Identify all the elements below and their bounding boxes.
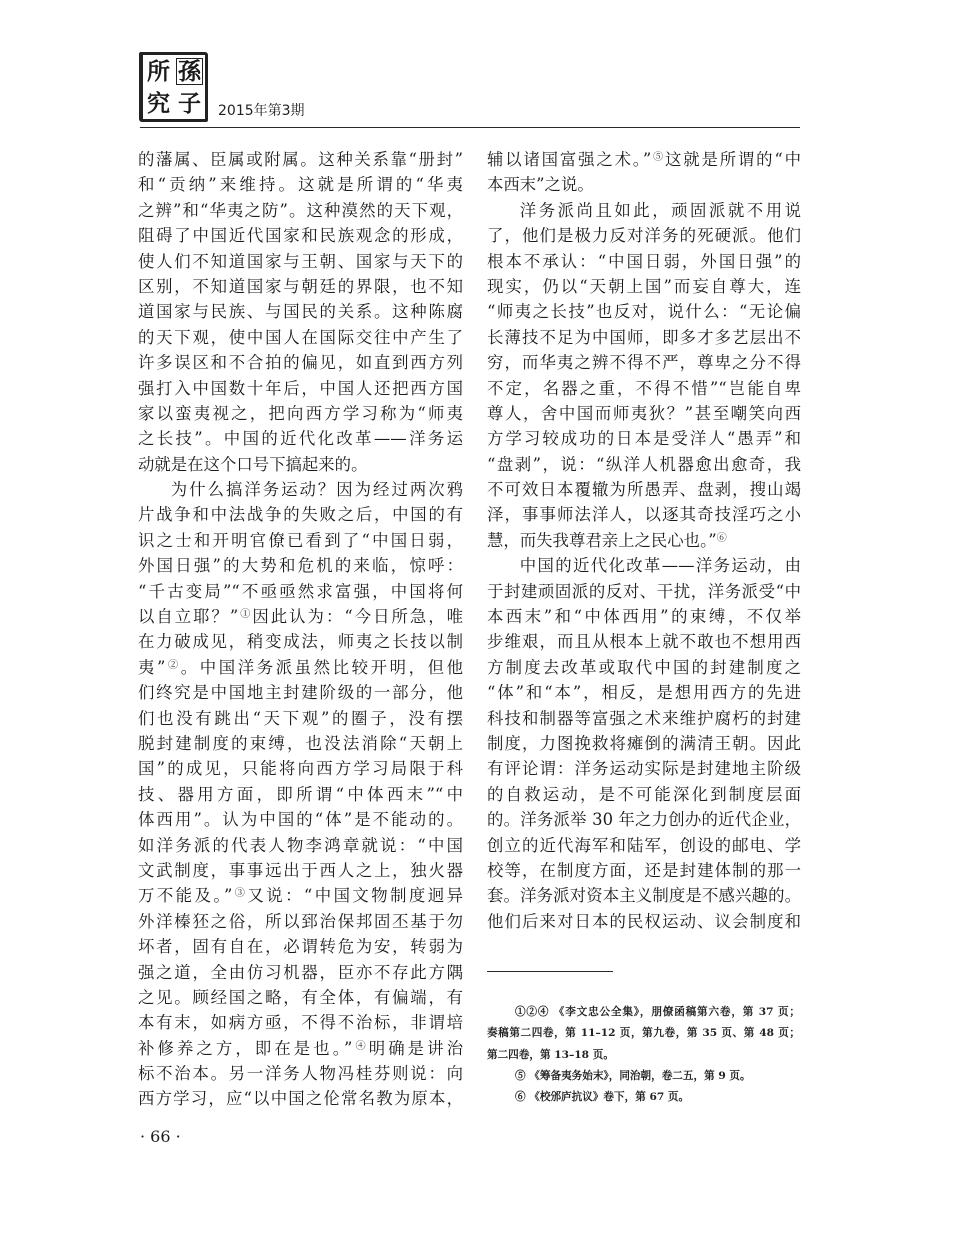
logo-char: 子 — [178, 89, 201, 117]
text-line: “千古变局”“不亟亟然求富强，中国将何 — [138, 581, 463, 601]
text-line: 动就是在这个口号下搞起来的。 — [138, 454, 368, 474]
text-line: 坏者，固有自在，必谓转危为安，转弱为 — [138, 937, 463, 957]
text-line: 中国的近代化改革——洋务运动，由 — [519, 556, 801, 576]
text-line: 洋务派尚且如此，顽固派就不用说 — [519, 200, 801, 220]
text-line: 制度，力图挽救将瘫倒的满清王朝。因此 — [487, 733, 801, 753]
text-line: 西方学习，应“以中国之伦常名教为原本， — [138, 1089, 463, 1109]
footnote-line: 第二四卷，第 13–18 页。 — [487, 1048, 614, 1061]
text-line: 片战争和中法战争的失败之后，中国的有 — [138, 505, 463, 525]
text-line: 步维艰，而且从根本上就不敢也不想用西 — [487, 632, 801, 652]
text-line: “盘剥”，说：“纵洋人机器愈出愈奇，我 — [487, 454, 801, 474]
footnote-line: ⑥ 《校邠庐抗议》卷下，第 67 页。 — [515, 1091, 690, 1104]
text-line: 科技和制器等富强之术来维护腐朽的封建 — [487, 708, 801, 728]
logo-char: 究 — [147, 89, 170, 117]
text-line: 家以蛮夷视之，把向西方学习称为“师夷 — [138, 403, 463, 423]
text-line: 方制度去改革或取代中国的封建制度之 — [487, 657, 801, 677]
text-line: 许多误区和不合拍的偏见，如直到西方列 — [138, 353, 463, 373]
text-line: 辅以诸国富强之术。”⑤这就是所谓的“中 — [487, 150, 801, 169]
text-line: 不定，名器之重，不得不惜”“岂能自卑 — [487, 378, 801, 398]
text-line: 补修养之方，即在是也。”④明确是讲治 — [138, 1038, 463, 1058]
text-line: 技、器用方面，即所谓“中体西末”“中 — [138, 784, 463, 804]
text-line: 强之道，全由仿习机器，臣亦不存此方隅 — [138, 962, 463, 982]
text-line: 校等，在制度方面，还是封建体制的那一 — [487, 860, 801, 880]
text-line: 万不能及。”③又说：“中国文物制度迥异 — [138, 886, 463, 906]
text-line: 在力破成见，稍变成法，师夷之长技以制 — [138, 632, 463, 652]
text-line: 们终究是中国地主封建阶级的一部分，他 — [138, 683, 463, 703]
text-line: 道国家与民族、与国民的关系。这种陈腐 — [138, 302, 463, 322]
text-line: 方学习较成功的日本是受洋人“愚弄”和 — [487, 429, 801, 449]
text-line: 本西末”和“中体西用”的束缚，不仅举 — [487, 607, 801, 627]
text-line: 脱封建制度的束缚，也没法消除“天朝上 — [138, 733, 463, 753]
text-line: 的。洋务派举 30 年之力创办的近代企业， — [487, 810, 801, 830]
footnote-line: ①②④ 《李文忠公全集》，朋僚函稿第六卷，第 37 页； — [515, 1006, 800, 1018]
text-line: 本西末”之说。 — [487, 175, 594, 195]
text-line: 们也没有跳出“天下观”的圈子，没有摆 — [138, 708, 463, 728]
left-column — [138, 147, 463, 1112]
text-line: 识之士和开明官僚已看到了“中国日弱， — [138, 530, 463, 550]
text-line: 他们后来对日本的民权运动、议会制度和 — [487, 911, 801, 931]
text-line: 如洋务派的代表人物李鸿章就说：“中国 — [138, 835, 463, 855]
text-line: 和“贡纳”来维持。这就是所谓的“华夷 — [138, 175, 463, 195]
issue-label: 2015年第3期 — [218, 103, 305, 119]
text-line: 国”的成见，只能将向西方学习局限于科 — [138, 759, 463, 779]
journal-logo — [139, 52, 208, 122]
footnote-marker: ③ — [232, 888, 248, 900]
text-line: 根本不承认：“中国日弱，外国日强”的 — [487, 251, 801, 271]
text-line: 穷，而华夷之辨不得不严，尊卑之分不得 — [487, 353, 801, 373]
text-line: 外洋榛狉之俗，所以郅治保邦固丕基于勿 — [138, 911, 463, 931]
text-line: 慧，而失我尊君亲上之民心也。”⑥ — [487, 530, 727, 550]
footnote-marker: ④ — [352, 1040, 369, 1052]
text-line: 的自救运动，是不可能深化到制度层面 — [487, 784, 801, 804]
text-line: 使人们不知道国家与王朝、国家与天下的 — [138, 251, 463, 271]
text-line: 现实，仍以“天朝上国”而妄自尊大，连 — [487, 276, 801, 296]
page-number: · 66 · — [140, 1127, 181, 1146]
footnote-marker: ① — [238, 608, 253, 620]
text-line: 强打入中国数十年后，中国人还把西方国 — [138, 378, 463, 398]
text-line: 长薄技不足为中国师，即多才多艺层出不 — [487, 327, 801, 347]
text-line: 之长技”。中国的近代化改革——洋务运 — [138, 429, 463, 449]
text-line: 套。洋务派对资本主义制度是不感兴趣的。 — [487, 886, 801, 906]
text-line: 夷”②。中国洋务派虽然比较开明，但他 — [138, 657, 463, 677]
text-line: 以自立耶？”①因此认为：“今日所急，唯 — [138, 607, 463, 627]
text-line: 区别，不知道国家与朝廷的界限，也不知 — [138, 276, 463, 296]
footnote-line: ⑤ 《筹备夷务始末》，同治朝，卷二五，第 9 页。 — [515, 1069, 751, 1082]
text-line: 之见。顾经国之略，有全体，有偏端，有 — [138, 987, 463, 1007]
text-line: 创立的近代海军和陆军，创设的邮电、学 — [487, 835, 801, 855]
text-line: 的天下观，使中国人在国际交往中产生了 — [138, 327, 463, 347]
text-line: 的藩属、臣属或附属。这种关系靠“册封” — [138, 150, 463, 169]
text-line: 外国日强”的大势和危机的来临，惊呼： — [138, 556, 463, 576]
text-line: “体”和“本”，相反，是想用西方的先进 — [487, 683, 801, 703]
text-line: 尊人，舍中国而师夷狄？”甚至嘲笑向西 — [487, 403, 801, 423]
footnotes — [487, 1002, 800, 1108]
text-line: 文武制度，事事远出于西人之上，独火器 — [138, 860, 463, 880]
text-line: 不可效日本覆辙为所愚弄、盘剥，搜山竭 — [487, 480, 801, 500]
header-rule — [140, 127, 800, 128]
text-line: 体西用”。认为中国的“体”是不能动的。 — [138, 810, 463, 830]
text-line: 阻碍了中国近代国家和民族观念的形成， — [138, 226, 463, 246]
text-line: 了，他们是极力反对洋务的死硬派。他们 — [487, 226, 801, 246]
text-line: 泽，事事师法洋人，以逐其奇技淫巧之小 — [487, 505, 801, 525]
text-line: 有评论谓：洋务运动实际是封建地主阶级 — [487, 759, 801, 779]
footnote-marker: ⑥ — [716, 532, 727, 544]
text-line: “师夷之长技”也反对，说什么：“无论偏 — [487, 302, 801, 322]
footnote-marker: ② — [165, 659, 181, 671]
text-line: 之辨”和“华夷之防”。这种漠然的天下观， — [138, 200, 463, 220]
logo-char: 所 — [147, 57, 170, 85]
text-line: 于封建顽固派的反对、干扰，洋务派受“中 — [487, 581, 801, 601]
footnote-marker: ⑤ — [651, 151, 666, 163]
footnote-line: 奏稿第二四卷，第 11–12 页，第九卷，第 35 页、第 48 页； — [487, 1027, 800, 1040]
footnote-separator — [487, 971, 613, 972]
text-line: 标不治本。另一洋务人物冯桂芬则说：向 — [138, 1064, 463, 1084]
right-column — [487, 147, 801, 934]
logo-char: 孫 — [178, 57, 201, 85]
text-line: 为什么搞洋务运动？因为经过两次鸦 — [170, 480, 463, 500]
text-line: 本有末，如病方亟，不得不治标，非谓培 — [138, 1013, 463, 1033]
